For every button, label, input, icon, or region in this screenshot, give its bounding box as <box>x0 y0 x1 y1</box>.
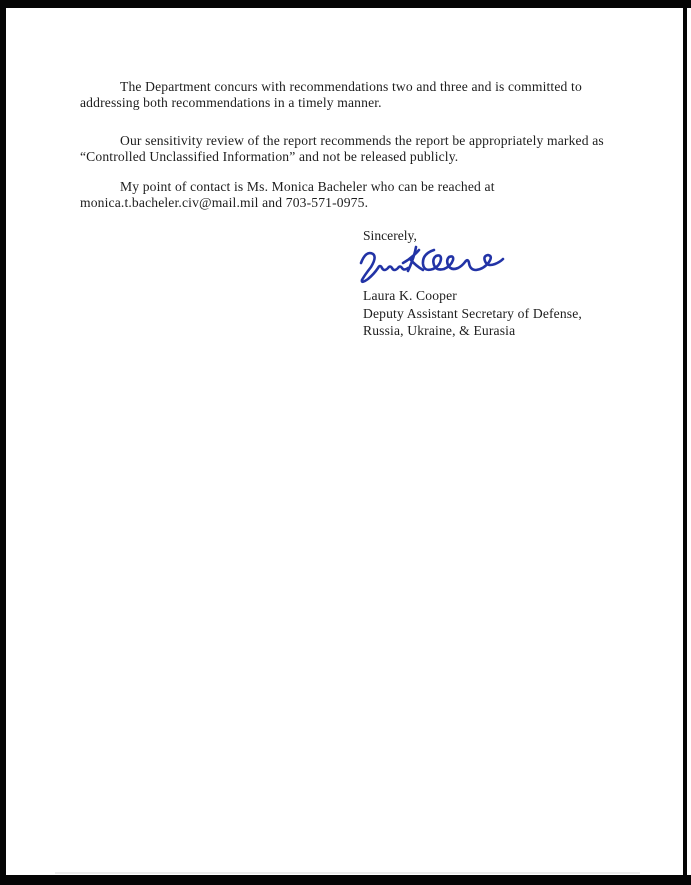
paragraph-line: Our sensitivity review of the report recommends the report be appropriately marked as <box>120 133 604 148</box>
signer-title-line1: Deputy Assistant Secretary of Defense, <box>363 305 582 321</box>
scan-artifact-line <box>55 872 640 874</box>
paragraph-line: My point of contact is Ms. Monica Bacheler who can be reached at <box>120 179 495 194</box>
signer-title-line2: Russia, Ukraine, & Eurasia <box>363 323 516 338</box>
handwritten-signature <box>356 242 508 288</box>
paragraph-line: “Controlled Unclassified Information” and not be released publicly. <box>80 149 459 164</box>
scan-border-top <box>0 0 691 8</box>
scan-border-left <box>0 0 6 885</box>
paragraph-line: monica.t.bacheler.civ@mail.mil and 703-571-0975. <box>80 195 369 210</box>
scan-border-bottom <box>0 875 691 885</box>
signature-block <box>363 287 582 340</box>
paragraph-point-of-contact <box>80 179 495 211</box>
scan-border-right <box>683 0 687 885</box>
paragraph-line: addressing both recommendations in a timely manner. <box>80 95 382 110</box>
paragraph-sensitivity-review <box>80 133 604 165</box>
paragraph-line: The Department concurs with recommendations two and three and is committed to <box>120 79 582 94</box>
closing-salutation: Sincerely, <box>363 228 417 243</box>
signed-name: Laura K. Cooper <box>363 288 457 303</box>
paragraph-concurrence <box>80 79 582 111</box>
signature-ink-icon <box>356 242 508 288</box>
